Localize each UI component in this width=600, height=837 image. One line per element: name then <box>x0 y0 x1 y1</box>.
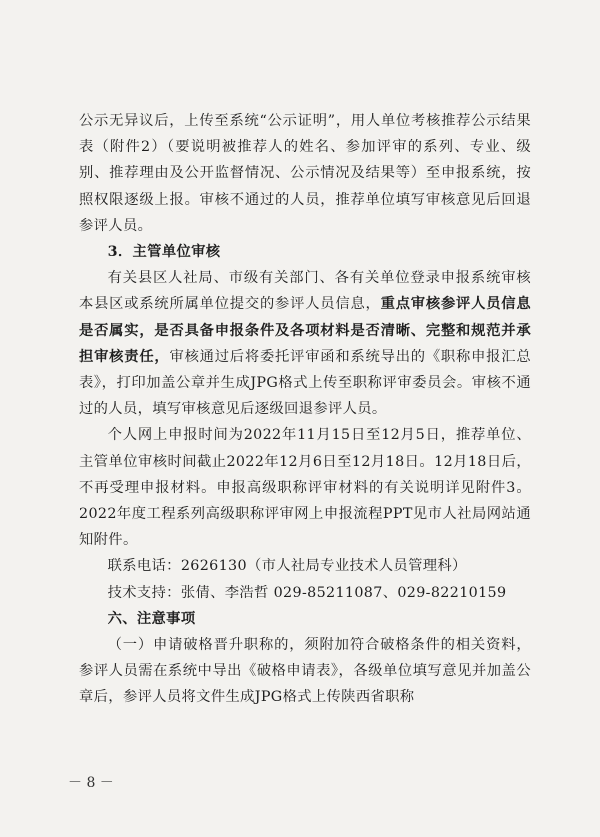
contact-phone: 联系电话：2626130（市人社局专业技术人员管理科） <box>107 558 467 575</box>
review-text-start: 有关县区人社局、市级有关部门、各有关单位登录申报系统审核本县区或系统所属单位提交的参评人员信息， <box>79 270 531 313</box>
paragraph-publicity: 公示无异议后，上传至系统“公示证明”，用人单位考核推荐公示结果表（附件2）（要说明被推荐人的姓名、参加评审的系列、专业、级别、推荐理由及公开监督情况、公示情况及结果等）至申报系统，按照权限逐级上报。审核不通过的人员，推荐单位填写审核意见后回退参评人员。 <box>79 113 531 234</box>
heading-notes: 六、注意事项 <box>107 610 196 627</box>
tech-support: 技术支持：张倩、李浩哲 029-85211087、029-82210159 <box>107 584 507 601</box>
review-text-end: 审核通过后将委托评审函和系统导出的《职称申报汇总表》，打印加盖公章并生成JPG格式上传至职称评审委员会。审核不通过的人员，填写审核意见后逐级回退参评人员。 <box>79 348 531 418</box>
paragraph-exceptional-promotion: （一）申请破格晋升职称的，须附加符合破格条件的相关资料，参评人员需在系统中导出《破格申请表》，各级单位填写意见并加盖公章后，参评人员将文件生成JPG格式上传陕西省职称 <box>79 637 531 706</box>
page-number: － 8 － <box>68 775 114 791</box>
paragraph-deadlines: 个人网上申报时间为2022年11月15日至12月5日，推荐单位、主管单位审核时间截止2022年12月6日至12月18日。12月18日后，不再受理申报材料。申报高级职称评审材料的有关说明详见附件3。2022年度工程系列高级职称评审网上申报流程PPT见市人社局网站通知附件。 <box>79 427 531 549</box>
document-body <box>79 108 531 711</box>
heading-department-review: 3．主管单位审核 <box>107 244 221 261</box>
review-text-bold: 重点审核参评人员信息是否属实，是否具备申报条件及各项材料是否清晰、完整和规范并承担审核责任， <box>79 296 532 365</box>
paragraph-department-review <box>79 265 531 422</box>
